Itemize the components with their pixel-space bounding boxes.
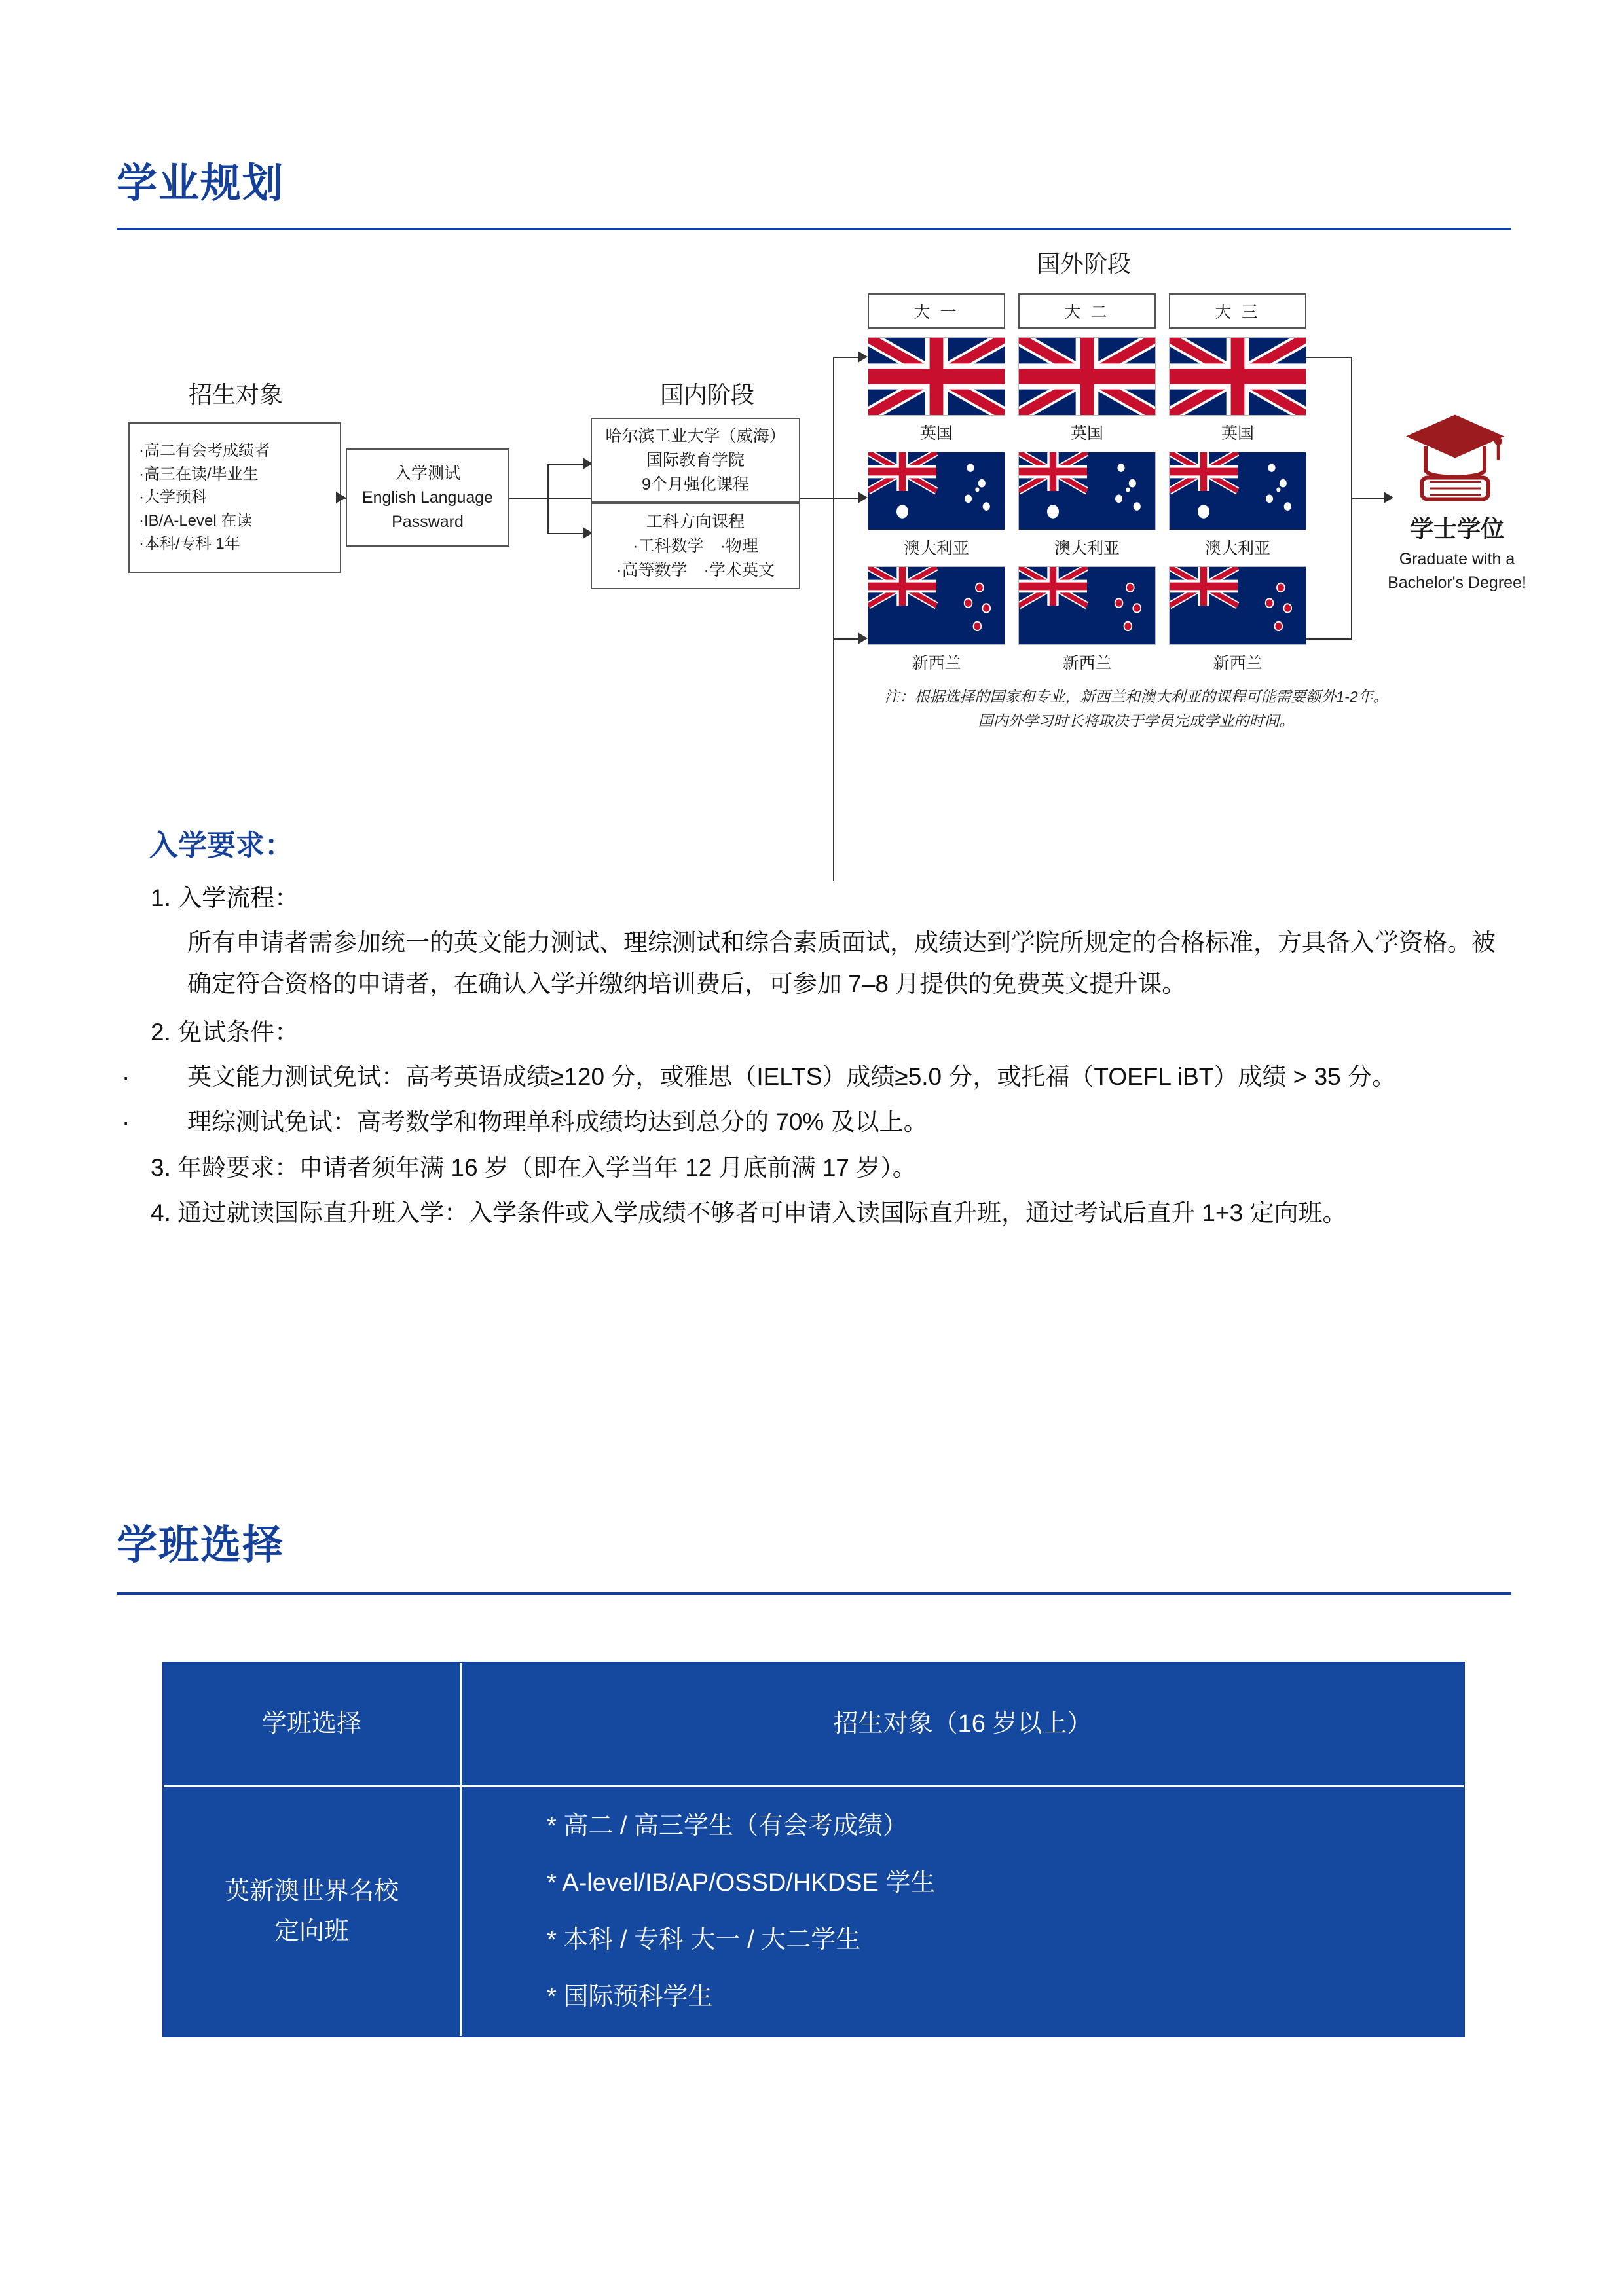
recruit-item: ·高二有会考成绩者 [139,442,270,460]
flag-uk [1169,337,1306,416]
flag-new-zealand [868,566,1005,645]
recruit-item: ·IB/A-Level 在读 [139,511,253,530]
flag-caption-australia: 澳大利亚 [1054,539,1120,558]
arrow-icon [336,492,346,503]
flag-caption-new-zealand: 新西兰 [912,654,961,672]
requirements-title: 入学要求： [149,829,293,862]
divider-academic-plan [117,228,1511,230]
connector-line [509,498,547,499]
recruit-item: ·高三在读/毕业生 [139,465,259,483]
flag-australia [1018,452,1156,530]
page-title-class-choice: 学班选择 [117,1523,285,1568]
requirement-item-2-bullet-2: 理综测试免试：高考数学和物理单科成绩均达到总分的 70% 及以上。 [187,1108,928,1136]
flag-australia [868,452,1005,530]
entrance-test-line: 入学测试 [394,464,460,483]
connector-line [800,498,833,499]
year-box-3: 大 三 [1169,293,1306,329]
domestic-course-line: ·高等数学 ·学术英文 [616,560,775,579]
overseas-stage-label: 国外阶段 [1036,250,1131,277]
class-name-line-1: 英新澳世界名校 [224,1878,399,1906]
recruit-item: ·大学预科 [139,488,207,507]
requirement-item-2-bullet-1: 英文能力测试免试：高考英语成绩≥120 分，或雅思（IELTS）成绩≥5.0 分，或托福（TOEFL iBT）成绩 > 35 分。 [187,1063,1396,1090]
entrance-test-box [346,448,509,547]
academic-plan-diagram [0,250,1624,812]
connector-line [547,464,588,465]
table-header-target: 招生对象（16 岁以上） [462,1663,1464,1787]
domestic-course-box-top [591,418,800,503]
flag-caption-uk: 英国 [919,424,953,443]
connector-line [547,533,588,534]
recruit-item: ·本科/专科 1年 [139,535,240,553]
requirement-item-4: 4. 通过就读国际直升班入学：入学条件或入学成绩不够者可申请入读国际直升班，通过考试后直升 1+3 定向班。 [151,1199,1347,1227]
flag-caption-australia: 澳大利亚 [903,539,969,558]
degree-sub-line: Graduate with a [1399,550,1515,568]
class-choice-table [162,1662,1465,2037]
entrance-test-line: English Language [361,488,494,507]
arrow-icon [858,351,868,363]
arrow-icon [858,492,868,503]
requirement-item-1-title: 1. 入学流程： [151,884,299,911]
flag-new-zealand [1169,566,1306,645]
year-box-2: 大 二 [1018,293,1156,329]
bullet-icon: · [122,1108,130,1136]
domestic-course-line: 9个月强化课程 [642,475,749,494]
table-cell-class-name [164,1787,462,2036]
domestic-course-line: 哈尔滨工业大学（威海） [605,426,786,445]
table-cell-target-list [462,1787,1464,2036]
target-list-item: * 本科 / 专科 大一 / 大二学生 [547,1926,861,1954]
arrow-icon [1384,492,1393,503]
table-row [164,1787,1464,2036]
domestic-course-box-bottom [591,503,800,589]
table-header-class: 学班选择 [164,1663,462,1787]
domestic-course-line: 国际教育学院 [646,450,745,469]
flag-caption-australia: 澳大利亚 [1204,539,1270,558]
diagram-note-line-2: 国内外学习时长将取决于学员完成学业的时间。 [978,712,1295,729]
domestic-course-line: ·工科数学 ·物理 [633,536,758,555]
flag-australia [1169,452,1306,530]
degree-sub-line: Bachelor's Degree! [1388,574,1526,592]
target-list-item: * 国际预科学生 [547,1982,713,2011]
flag-uk [1018,337,1156,416]
entrance-test-line: Passward [392,512,464,531]
requirement-item-1-body: 所有申请者需参加统一的英文能力测试、理综测试和综合素质面试，成绩达到学院所规定的合格标准，方具备入学资格。被确定符合资格的申请者，在确认入学并缴纳培训费后，可参加 7–8 月提供的免费英文提升课。 [187,928,1496,998]
connector-line [547,464,549,533]
requirements-body [122,877,1500,1237]
flag-caption-uk: 英国 [1070,424,1103,443]
divider-class-choice [117,1592,1511,1595]
recruit-target-label: 招生对象 [188,381,283,408]
target-list-item: * A-level/IB/AP/OSSD/HKDSE 学生 [547,1869,936,1897]
year-box-1: 大 一 [868,293,1005,329]
bullet-icon: · [122,1063,130,1090]
domestic-course-title: 工科方向课程 [646,512,745,531]
flag-new-zealand [1018,566,1156,645]
arrow-icon [858,632,868,644]
target-list-item: * 高二 / 高三学生（有会考成绩） [547,1812,908,1840]
recruit-target-box [128,422,341,573]
flag-uk [868,337,1005,416]
connector-line [1306,638,1352,640]
graduation-diploma-icon [1396,407,1514,509]
flag-caption-uk: 英国 [1221,424,1254,443]
table-header-row [164,1663,1464,1787]
diagram-note-line-1: 注：根据选择的国家和专业，新西兰和澳大利亚的课程可能需要额外1-2年。 [884,688,1388,705]
page-title-academic-plan: 学业规划 [117,161,285,206]
flag-caption-new-zealand: 新西兰 [1213,654,1263,672]
degree-label: 学士学位 [1409,515,1504,542]
connector-line [833,357,834,881]
class-name-line-2: 定向班 [274,1918,349,1945]
requirement-item-3: 3. 年龄要求：申请者须年满 16 岁（即在入学当年 12 月底前满 17 岁）。 [151,1154,917,1181]
connector-line [1306,357,1352,358]
domestic-stage-label: 国内阶段 [659,381,754,408]
flag-caption-new-zealand: 新西兰 [1062,654,1112,672]
requirement-item-2-title: 2. 免试条件： [151,1018,299,1046]
